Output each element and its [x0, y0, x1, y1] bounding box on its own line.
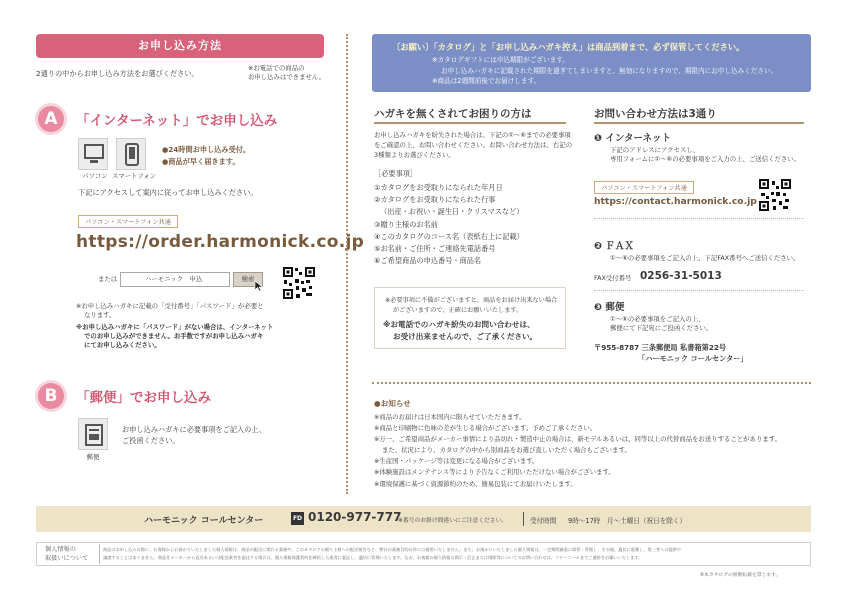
section-a-badge: A: [38, 106, 64, 132]
privacy-box: [36, 542, 811, 566]
access-instruction: 下記にアクセスして案内に従ってお申し込みください。: [78, 188, 258, 197]
contact-mail-desc: ①～⑥の必要事項をご記入の上、 郵便にて下記宛にご投函ください。: [610, 315, 713, 332]
call-center-name: ハーモニック コールセンター: [144, 516, 264, 526]
password-note-2: ※お申し込みハガキに「パスワード」がない場合は、インターネット でのお申し込みができません。お手数ですがお申し込みハガキ にてお申し込みください。: [76, 323, 274, 349]
list-item: ※体験施設はメンテナンス等により予告なくご利用いただけない場合がございます。: [374, 468, 615, 477]
contact-qr-code-icon: [758, 178, 792, 212]
bullet-fast: ●商品が早く届きます。: [162, 157, 240, 166]
contact-title-rule: [594, 122, 804, 124]
search-button[interactable]: 検索: [233, 272, 263, 287]
contact-divider-1: [594, 218, 804, 219]
contact-internet-desc: 下記のアドレスにアクセスし、 専用フォームに①～⑥の必要事項をご入力の上、ご送信ください。: [610, 146, 801, 163]
warning-text: ※必要事項に不備がございますと、商品をお届け出来ない場合 がございますので、正確にお願いいたします。: [385, 297, 558, 314]
required-items-title: ［必要事項］: [374, 169, 418, 178]
pc-label: パソコン: [82, 172, 108, 180]
list-item: ⑤お名前・ご住所・ご連絡先電話番号: [374, 244, 496, 254]
list-item: ②カタログをお受取りになられた行事: [374, 195, 496, 205]
list-item: ⑥ご希望商品の申込番号・商品名: [374, 256, 482, 266]
cursor-icon: [254, 280, 264, 292]
list-item: ※生産国・パッケージ等は変更になる場合がございます。: [374, 457, 539, 466]
list-item: ※万一、ご希望商品がメーカー事情により品切れ・製造中止の場合は、新モデルあるいは、同等以上の代替商品をお送りすることがあります。: [374, 435, 782, 444]
list-item: ※商品と印刷物に色味の差が生じる場合がございます。予めご了承ください。: [374, 424, 597, 433]
lost-title-rule: [374, 122, 566, 124]
postbox-label: 郵便: [86, 453, 100, 461]
list-item: ③贈り主様のお名前: [374, 219, 438, 229]
contact-shared-tag: パソコン・スマートフォン共通: [594, 181, 694, 194]
contact-divider-2: [594, 290, 804, 291]
mail-address: 〒955-8787 三条郵便局 私書箱第22号 「ハーモニック コールセンター」: [594, 343, 748, 363]
smartphone-label: スマートフォン: [112, 172, 157, 180]
required-items-list: [374, 182, 524, 267]
or-label: または: [98, 275, 118, 283]
lost-section-title: ハガキを無くされてお困りの方は: [374, 108, 532, 120]
section-b-badge: B: [38, 383, 64, 409]
shared-tag: パソコン・スマートフォン共通: [78, 215, 178, 228]
list-item: また、状況により、カタログの中から別商品をお選び直しいただく場合もございます。: [382, 446, 631, 455]
list-item: （出産・お祝い・誕生日・クリスマスなど）: [380, 207, 524, 217]
internet-section-title: 「インターネット」でお申し込み: [76, 113, 278, 129]
list-item: ※商品のお届けは日本国内に限らせていただきます。: [374, 413, 526, 421]
notice-lines: ※カタログギフトには申込期限がございます。 お申し込みハガキに記載された期限を過ぎてしまいますと、無効になりますので、期限内にお申し込みください。 ※商品は2週間前後でお届けします。: [432, 56, 778, 85]
info-list: [374, 412, 781, 490]
bullet-24h: ●24時間お申し込み受付。: [162, 145, 251, 154]
notice-box: [372, 34, 811, 92]
search-input[interactable]: ハーモニック 申込: [120, 272, 230, 287]
hours-label: 受付時間: [530, 517, 557, 525]
postal-description: お申し込みハガキに必要事項をご記入の上、 ご投函ください。: [122, 425, 266, 445]
notice-headline: 〔お願い〕「カタログ」と「お申し込みハガキ控え」は商品到着まで、必ず保管してください。: [392, 42, 745, 52]
method-banner: お申し込み方法: [36, 34, 324, 58]
intro-note: ※お電話での商品の お申し込みはできません。: [248, 64, 326, 81]
column-divider: [346, 34, 348, 494]
smartphone-icon: [116, 138, 146, 170]
info-title: ●お知らせ: [374, 399, 411, 408]
lost-description: お申し込みハガキを紛失された場合は、下記の①～⑥までの必要事項 をご確認の上、お問い合わせください。お問い合わせ方法は、右記の 3種類よりお選びください。: [374, 131, 573, 159]
list-item: ①カタログをお受取りになられた年月日: [374, 183, 503, 192]
fax-label: FAX受付番号: [594, 274, 632, 282]
privacy-text: 商品のお申し込みの際に、お客様からお預かりいたしました個人情報は、商品の配送に関わる業務や、このカタログの贈り主様への配送報告など、弊社の業務目的以外には使用いたしません。また、お預かりいたしました個人情報は、一定期間厳重に保管・管理し、その後、適切に廃棄し、第三者への提供や 譲渡することはありません。商品をメーカーから直送あるいは配送業者を委託する場合は、個人情報保護契約を締結した業者に委託し、適切に管理いたします。なお、お客様の個人情報の開示・訂正または削除等についてのお問い合わせは、フリーコールまでご連絡をお願いいたします。: [103, 547, 682, 560]
privacy-divider: [99, 544, 100, 564]
contact-fax-title: ❷ ＦＡＸ: [594, 241, 634, 252]
contact-fax-desc: ①～⑥の必要事項をご記入の上、下記FAX番号へご送信ください。: [610, 254, 800, 262]
call-center-band: [36, 506, 811, 532]
postbox-icon: [78, 418, 108, 450]
hours-value: 9時～17時 月～土曜日（祝日を除く）: [568, 517, 687, 525]
freedial-icon: FD: [291, 512, 304, 525]
privacy-label: 個人情報の 取扱いについて: [45, 546, 89, 562]
contact-mail-title: ❸ 郵便: [594, 302, 625, 313]
order-url-link[interactable]: https://order.harmonick.co.jp: [76, 232, 365, 252]
password-note-1: ※お申し込みハガキに記載の「受付番号」「パスワード」が必要と なります。: [76, 302, 264, 319]
fax-number: 0256-31-5013: [640, 270, 722, 282]
footer-divider: [523, 512, 524, 526]
intro-text: 2通りの中からお申し込み方法をお選びください。: [36, 69, 199, 78]
phone-note: ※番号のお掛け間違いにご注意ください。: [398, 518, 508, 524]
list-item: ④このカタログのコース名（表紙右上に記載）: [374, 231, 524, 241]
info-divider: [372, 382, 811, 384]
list-item: ※環境保護に基づく資源節約のため、簡易包装にてお届けいたします。: [374, 479, 577, 488]
contact-section-title: お問い合わせ方法は3通り: [594, 108, 717, 120]
phone-warning: ※お電話でのハガキ紛失のお問い合わせは、 お受け出来ませんので、ご了承ください。: [383, 320, 538, 341]
pc-icon: [78, 138, 108, 170]
warning-box: [374, 287, 566, 349]
copyright-note: ※本カタログの無断転載を禁じます。: [700, 573, 781, 578]
order-qr-code-icon: [282, 266, 316, 300]
postal-section-title: 「郵便」でお申し込み: [76, 390, 211, 406]
call-center-phone: 0120-977-777: [308, 510, 402, 524]
contact-internet-title: ❶ インターネット: [594, 133, 671, 144]
contact-url-link[interactable]: https://contact.harmonick.co.jp: [594, 196, 757, 207]
